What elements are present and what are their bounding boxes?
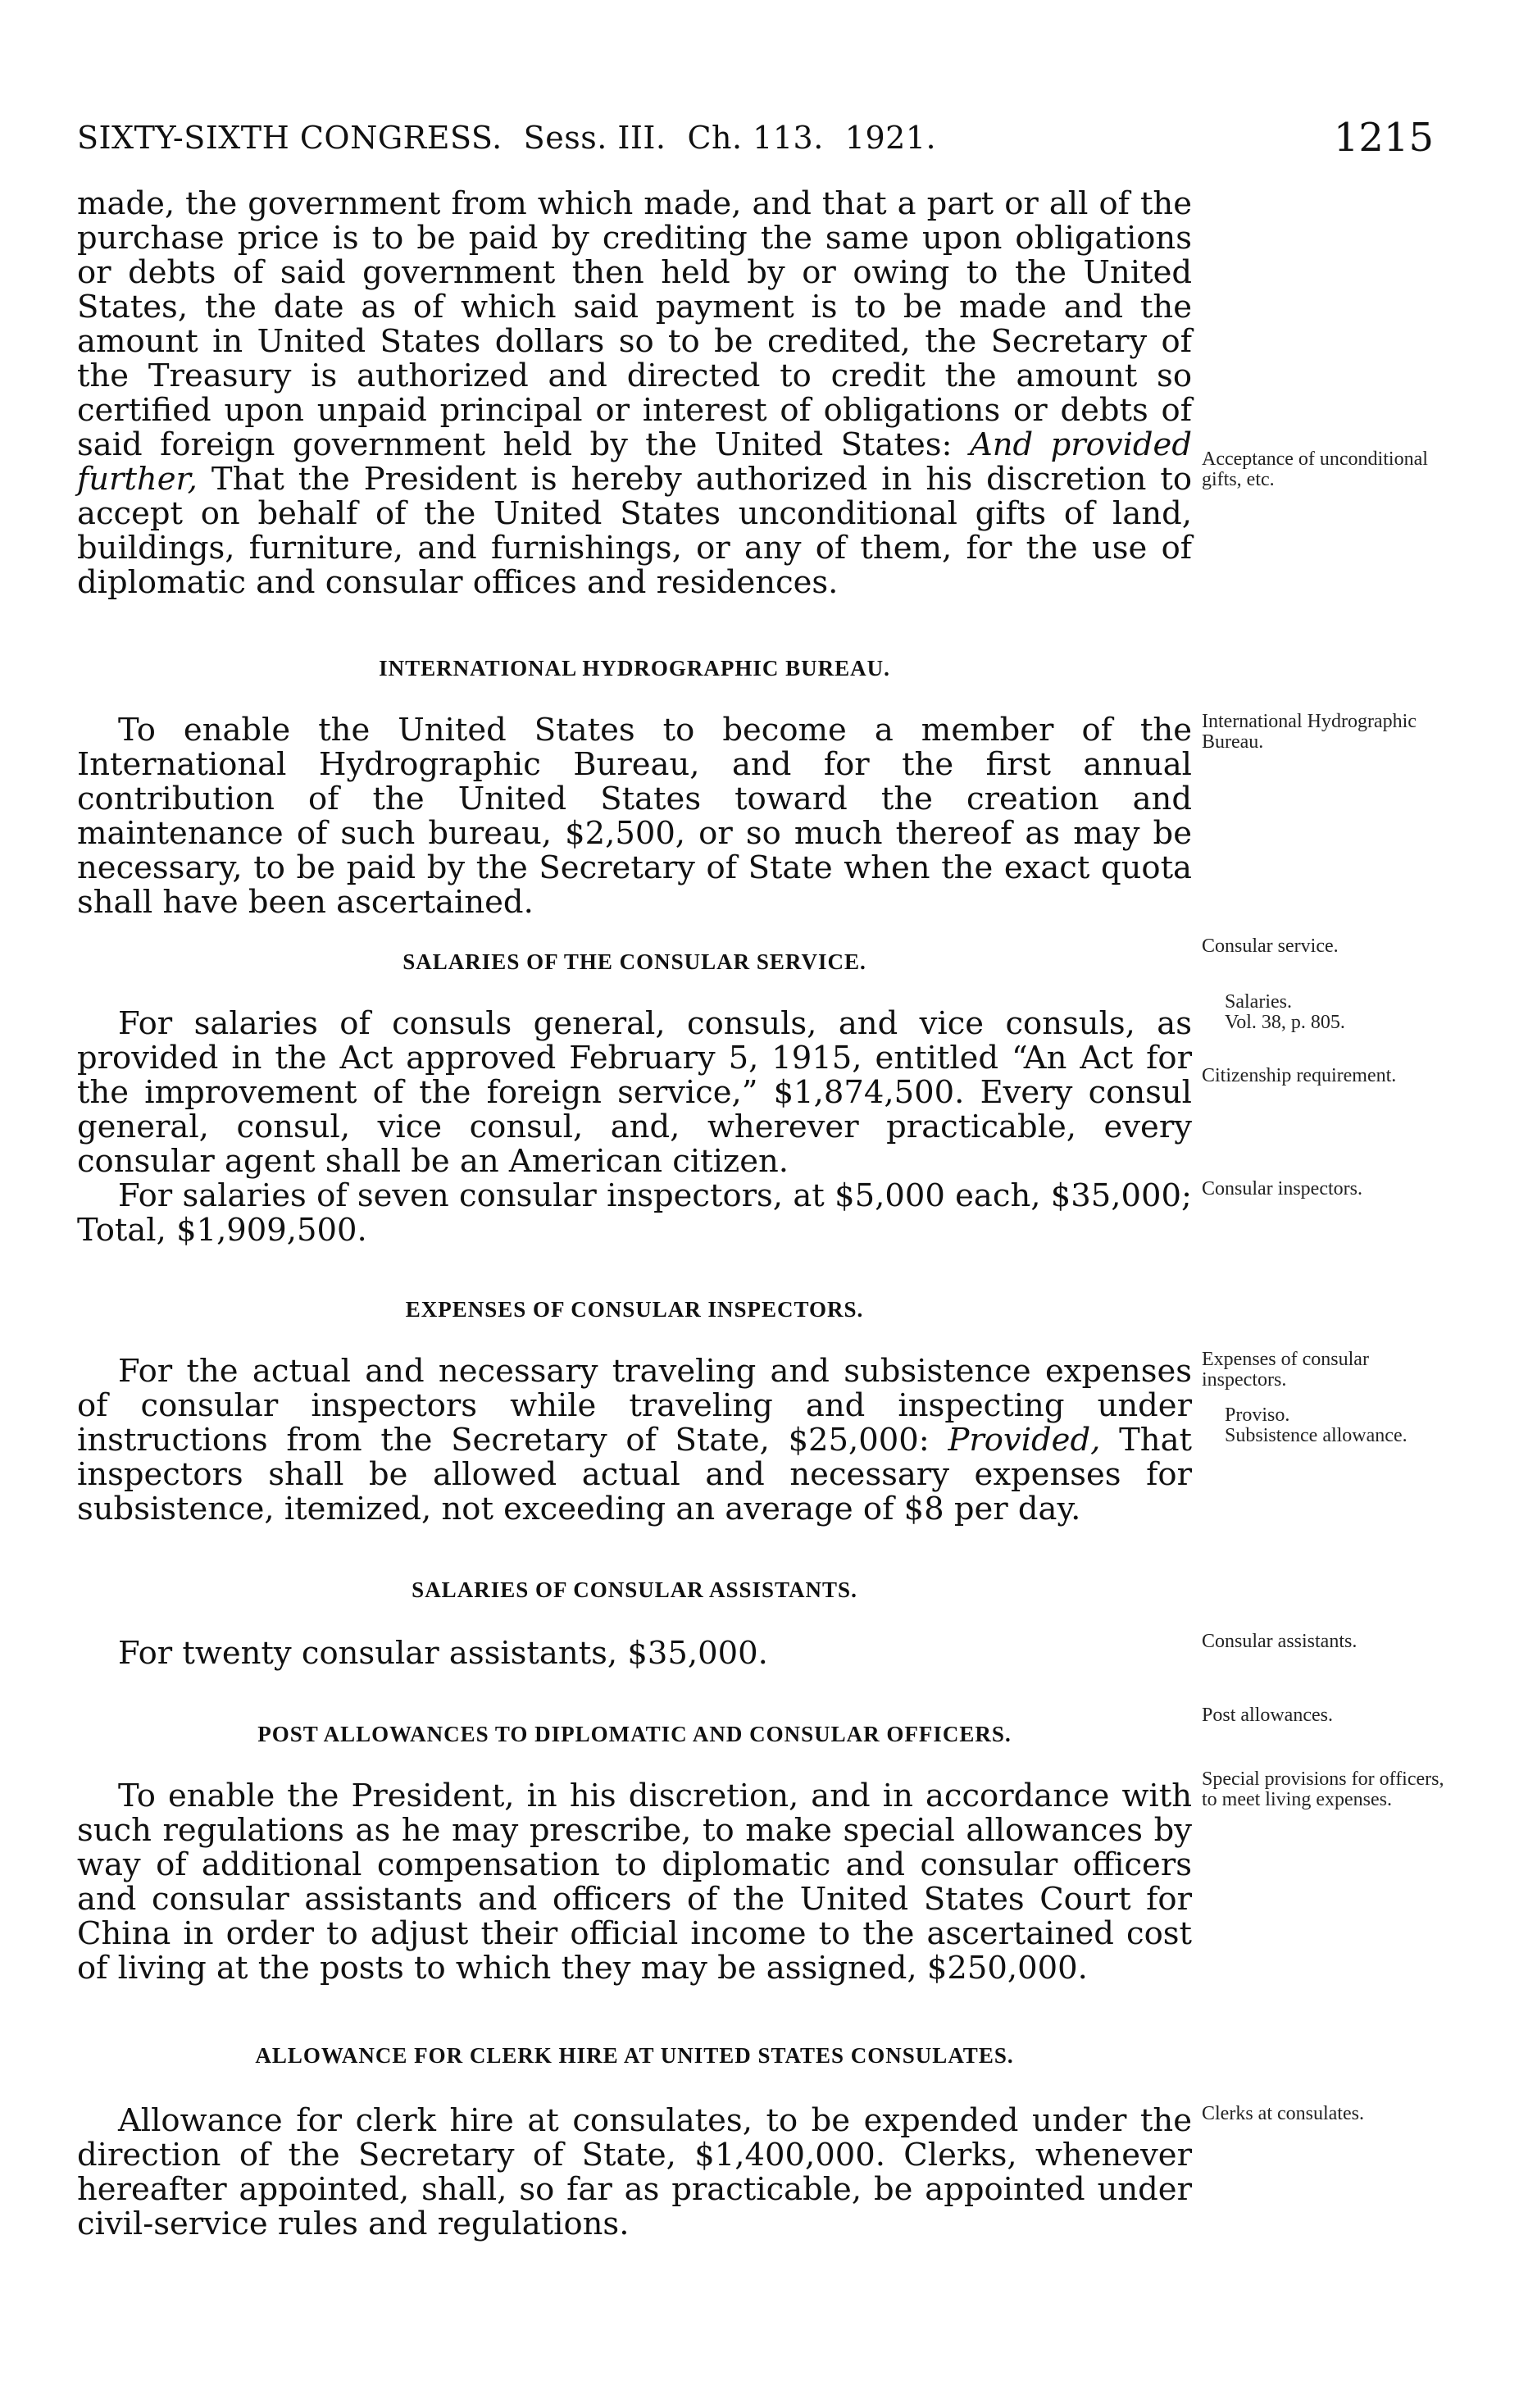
- consular-salaries-text-1: For salaries of consuls general, consuls, and vice consuls, as provided in the Act approved February 5, 1915, entitled “An Act for the improvement of the foreign service,” $1,874,500. Every consul general, consul, vice consul, and, wherever practicable, every consular agent shall be an American citizen.: [77, 1005, 1192, 1180]
- post-allowances-paragraph: [77, 1779, 1192, 1986]
- clerk-hire-paragraph: [77, 2104, 1192, 2242]
- section-heading-consular-salaries: SALARIES OF THE CONSULAR SERVICE.: [402, 949, 866, 974]
- inspector-expenses-text-after: That inspectors shall be allowed actual and necessary expenses for subsistence, itemized, not exceeding an average of $8 per day.: [77, 1422, 1192, 1527]
- consular-assistants-text: For twenty consular assistants, $35,000.: [118, 1635, 768, 1672]
- margin-note-salaries: [1202, 992, 1452, 1033]
- inspector-expenses-paragraph: [77, 1354, 1192, 1527]
- congress-label: SIXTY-SIXTH CONGRESS.: [77, 120, 503, 156]
- clerk-hire-text: Allowance for clerk hire at consulates, to be expended under the direction of the Secretary of State, $1,400,000. Clerks, whenever hereafter appointed, shall, so far as practicable, be appointed under civil-service rules and regulations.: [77, 2102, 1192, 2242]
- margin-note-special-provisions: Special provisions for officers, to meet living expenses.: [1202, 1768, 1444, 1810]
- hydrographic-paragraph: [77, 713, 1192, 920]
- section-heading-consular-assistants: SALARIES OF CONSULAR ASSISTANTS.: [412, 1577, 857, 1602]
- year-label: 1921.: [844, 120, 937, 156]
- hydrographic-text: To enable the United States to become a member of the International Hydrographic Bureau, and for the first annual contribution of the United States toward the creation and maintenance of such bureau, $2,500, or so much thereof as may be necessary, to be paid by the Secretary of State when the exact quota shall have been ascertained.: [77, 712, 1192, 921]
- margin-note-subsistence: Subsistence allowance.: [1225, 1425, 1408, 1446]
- section-heading-clerk-hire: ALLOWANCE FOR CLERK HIRE AT UNITED STATES CONSULATES.: [255, 2043, 1014, 2068]
- chapter-label: Ch. 113.: [687, 120, 824, 156]
- margin-note-proviso-text: Proviso.: [1225, 1404, 1290, 1426]
- consular-assistants-paragraph: [77, 1636, 1192, 1671]
- margin-note-proviso: [1202, 1405, 1452, 1446]
- margin-note-inspector-expenses: Expenses of consular inspectors.: [1202, 1349, 1369, 1391]
- continuation-proviso: And provided further,: [77, 426, 1192, 498]
- margin-note-inspectors: Consular inspectors.: [1202, 1178, 1362, 1199]
- section-heading-hydrographic: INTERNATIONAL HYDROGRAPHIC BUREAU.: [379, 656, 890, 681]
- page-number: 1215: [1333, 115, 1434, 161]
- margin-note-post-allowances: Post allowances.: [1202, 1705, 1333, 1726]
- margin-note-clerks: Clerks at consulates.: [1202, 2103, 1364, 2124]
- margin-note-hydrographic: International Hydrographic Bureau.: [1202, 711, 1417, 753]
- running-head: [77, 115, 1434, 164]
- session-label: Sess. III.: [523, 120, 666, 156]
- inspector-expenses-proviso: Provided,: [948, 1422, 1101, 1459]
- continuation-text-before: made, the government from which made, and that a part or all of the purchase price is to be paid by crediting the same upon obligations or debts of said government then held by or owing to the United States, the date as of which said payment is to be made and the amount in United States dollars so to be credited, the Secretary of the Treasury is authorized and directed to credit the amount so certified upon unpaid principal or interest of obligations or debts of said foreign government held by the United States:: [77, 185, 1192, 463]
- margin-note-salaries-ref: Vol. 38, p. 805.: [1225, 1012, 1345, 1033]
- section-heading-inspector-expenses: EXPENSES OF CONSULAR INSPECTORS.: [405, 1297, 864, 1322]
- consular-salaries-paragraph: [77, 1007, 1192, 1248]
- margin-note-citizenship: Citizenship requirement.: [1202, 1065, 1397, 1086]
- continuation-text-after: That the President is hereby authorized in his discretion to accept on behalf of the United States unconditional gifts of land, buildings, furniture, and furnishings, or any of them, for the use of diplomatic and consular offices and residences.: [77, 461, 1192, 601]
- margin-note-salaries-title: Salaries.: [1225, 991, 1292, 1013]
- section-heading-post-allowances: POST ALLOWANCES TO DIPLOMATIC AND CONSULAR OFFICERS.: [257, 1722, 1012, 1746]
- margin-note-acceptance: Acceptance of unconditional gifts, etc.: [1202, 448, 1428, 490]
- consular-salaries-text-2: For salaries of seven consular inspectors, at $5,000 each, $35,000; Total, $1,909,500.: [77, 1177, 1192, 1249]
- margin-note-consular-service: Consular service.: [1202, 935, 1339, 957]
- inspector-expenses-text-before: For the actual and necessary traveling and subsistence expenses of consular inspectors while traveling and inspecting under instructions from the Secretary of State, $25,000:: [77, 1353, 1192, 1459]
- post-allowances-text: To enable the President, in his discretion, and in accordance with such regulations as he may prescribe, to make special allowances by way of additional compensation to diplomatic and consular officers and consular assistants and officers of the United States Court for China in order to adjust their official income to the ascertained cost of living at the posts to which they may be assigned, $250,000.: [77, 1778, 1192, 1987]
- continuation-paragraph: [77, 187, 1192, 600]
- running-head-citation: [77, 120, 936, 156]
- margin-note-assistants: Consular assistants.: [1202, 1631, 1358, 1652]
